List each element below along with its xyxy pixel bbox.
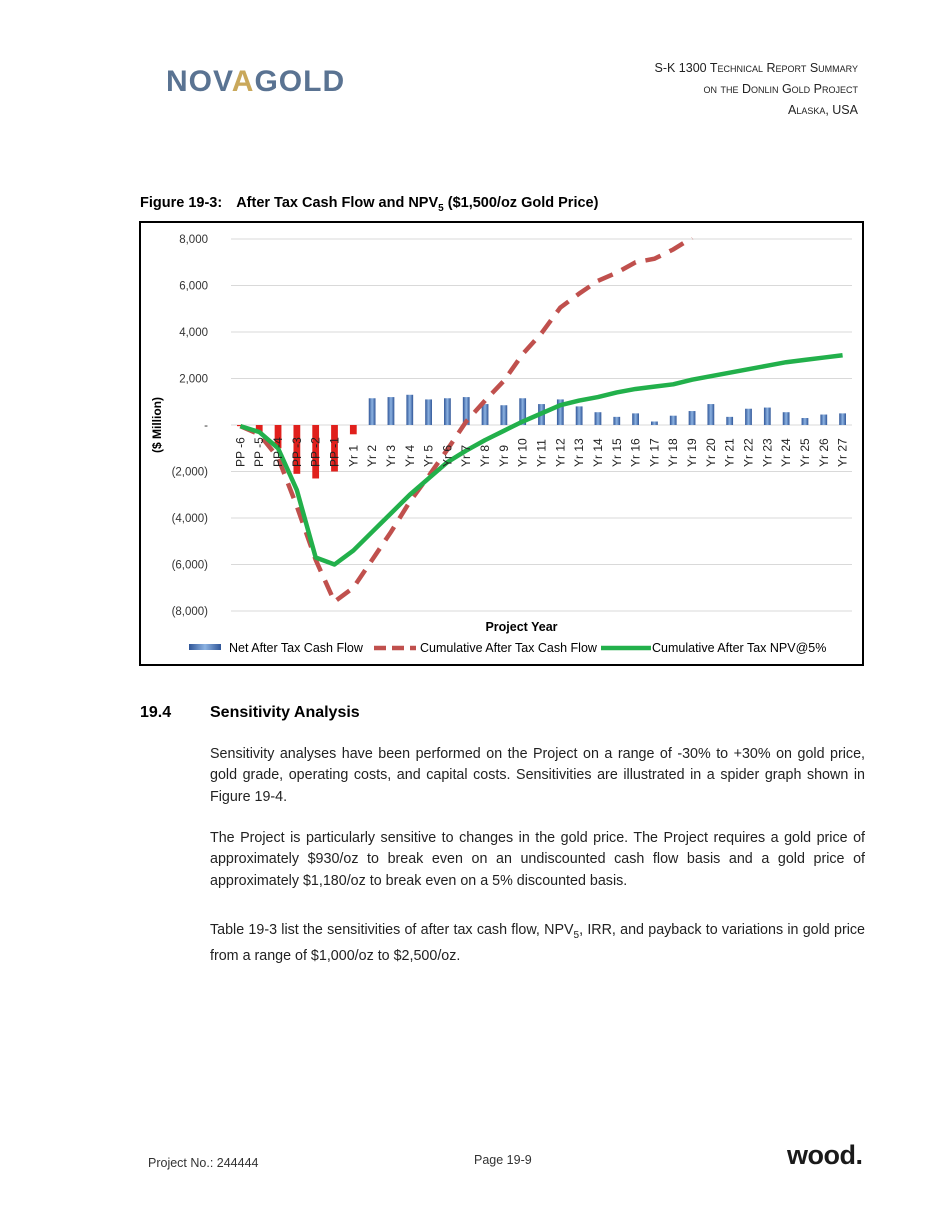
paragraph-3: Table 19-3 list the sensitivities of after tax cash flow, $NPV_5$, IRR, and payback to variations in gold price from a range of $1,000/oz to $2,500/oz. (210, 922, 865, 965)
x-tick-label: Yr 25 (797, 438, 812, 467)
cumulative-cash-flow-line (240, 238, 692, 602)
x-tick-label: Yr 10 (515, 438, 530, 467)
y-axis-label: ($ Million) (150, 397, 164, 453)
bar (726, 417, 733, 425)
x-tick-label: Yr 1 (346, 444, 361, 467)
report-header (655, 58, 859, 121)
bar (388, 397, 395, 425)
figure-label: Figure 19-3: (140, 195, 223, 211)
bar (576, 406, 583, 425)
y-tick-label: (4,000) (171, 513, 208, 525)
x-tick-label: Yr 19 (685, 438, 700, 467)
bar (369, 398, 376, 425)
x-tick-label: Yr 9 (496, 444, 511, 467)
y-tick-label: (2,000) (171, 466, 208, 479)
x-tick-label: Yr 26 (816, 438, 831, 467)
y-tick-label: - (204, 420, 208, 432)
page-number: Page 19-9 (474, 1153, 532, 1167)
header-line-1: S-K 1300 Technical Report Summary (654, 61, 858, 75)
chart-frame (139, 221, 864, 666)
bar (764, 408, 771, 425)
cash-flow-chart (141, 223, 862, 664)
x-tick-label: Yr 20 (703, 438, 718, 467)
x-tick-label: PP -2 (308, 437, 323, 467)
x-tick-label: PP -3 (289, 437, 304, 467)
x-tick-label: Yr 18 (666, 438, 681, 467)
x-tick-label: Yr 24 (779, 438, 794, 467)
x-tick-label: PP -5 (252, 437, 267, 467)
x-tick-label: Yr 22 (741, 438, 756, 467)
bar (670, 416, 677, 425)
x-tick-label: Yr 8 (478, 444, 493, 467)
x-tick-label: PP -6 (233, 437, 248, 467)
y-tick-label: (8,000) (171, 606, 208, 618)
y-tick-label: 2,000 (179, 373, 208, 386)
x-tick-label: Yr 7 (459, 444, 474, 467)
x-tick-label: PP -4 (271, 437, 286, 467)
x-tick-label: Yr 11 (534, 439, 549, 467)
x-tick-label: Yr 2 (365, 444, 380, 467)
cumulative-cf-group (240, 238, 692, 602)
x-tick-label: Yr 12 (553, 438, 568, 467)
paragraph-2: The Project is particularly sensitive to changes in the gold price. The Project requires a gold price of approximately $930/oz to break even on an undiscounted cash flow basis and a gold price of approximately $1,180/oz to break even on a 5% discounted basis. (210, 830, 865, 889)
legend-label: Net After Tax Cash Flow (229, 641, 363, 655)
x-tick-label: Yr 4 (402, 444, 417, 467)
x-tick-label: Yr 21 (722, 438, 737, 467)
x-tick-label: Yr 13 (572, 438, 587, 467)
section-title: Sensitivity Analysis (210, 704, 360, 721)
header-line-2: on the Donlin Gold Project (703, 82, 858, 96)
x-tick-label: Yr 17 (647, 438, 662, 467)
x-tick-label: Yr 16 (628, 438, 643, 467)
x-tick-label: Yr 23 (760, 438, 775, 467)
bar (406, 395, 413, 425)
y-tick-label: 8,000 (179, 234, 208, 246)
bar (802, 418, 809, 425)
bar (820, 415, 827, 425)
paragraph-1: Sensitivity analyses have been performed on the Project on a range of -30% to +30% on gold price, gold grade, operating costs, and capital costs. Sensitivities are illustrated in a spider graph shown in Figure 19-4. (210, 746, 865, 805)
x-tick-label: Yr 15 (609, 438, 624, 467)
y-tick-label: 4,000 (179, 327, 208, 339)
bar (689, 411, 696, 425)
novagold-logo: NOVAGOLD (166, 65, 346, 98)
x-tick-label: Yr 3 (383, 444, 398, 467)
bar (632, 413, 639, 425)
bar (651, 422, 658, 425)
figure-caption (140, 195, 598, 214)
x-tick-label: Yr 14 (590, 438, 605, 467)
legend-label: Cumulative After Tax NPV@5% (652, 641, 827, 655)
wood-logo: wood. (787, 1140, 863, 1170)
bar (500, 405, 507, 425)
section-number: 19.4 (140, 704, 172, 721)
bar (595, 412, 602, 425)
bar (482, 404, 489, 425)
legend-label: Cumulative After Tax Cash Flow (420, 641, 597, 655)
bar (783, 412, 790, 425)
legend-bar-swatch (189, 644, 221, 650)
bar (839, 413, 846, 425)
figure-title: After Tax Cash Flow and $NPV_5$ ($1,500/oz Gold Price) (236, 195, 599, 214)
bar (444, 398, 451, 425)
x-tick-label: Yr 5 (421, 444, 436, 467)
y-tick-label: 6,000 (179, 280, 208, 293)
header-line-3: Alaska, USA (787, 103, 858, 117)
x-axis-label: Project Year (485, 620, 558, 634)
x-tick-label: Yr 27 (835, 438, 850, 467)
bar (707, 404, 714, 425)
x-tick-label: Yr 6 (440, 444, 455, 467)
bar (613, 417, 620, 425)
bar (425, 399, 432, 425)
x-tick-label: PP -1 (327, 437, 342, 467)
bar (745, 409, 752, 425)
bar (350, 425, 357, 434)
project-number: Project No.: 244444 (148, 1156, 259, 1170)
y-tick-label: (6,000) (171, 559, 208, 572)
